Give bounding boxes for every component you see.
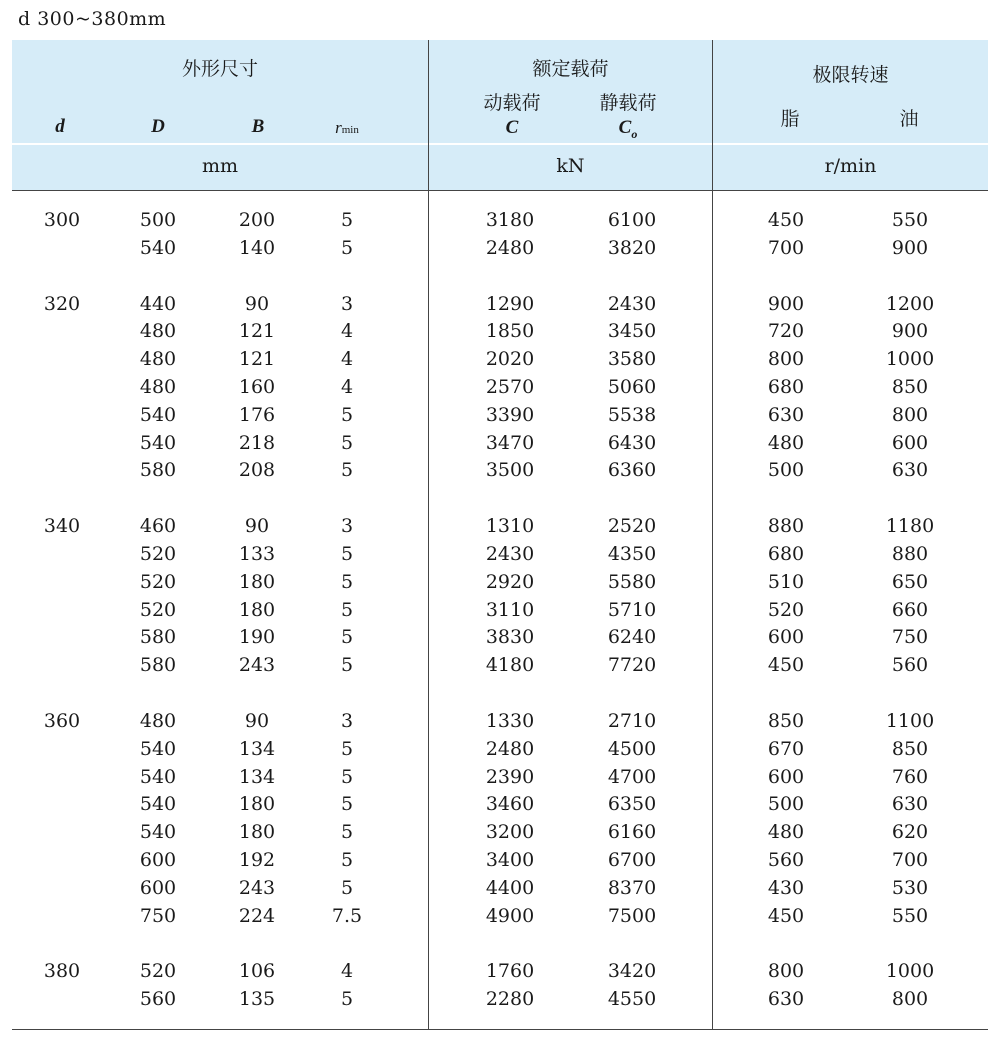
- cell-col-B: 160: [238, 376, 276, 398]
- cell-col-D: 540: [139, 403, 177, 426]
- cell-col-rmin: 3: [340, 515, 354, 538]
- header-limit-speed: 极限转速: [812, 64, 889, 86]
- cell-col-grease: 520: [767, 598, 805, 621]
- cell-col-oil: 880: [891, 543, 929, 565]
- header-col-r-symbol: r: [335, 118, 342, 137]
- cell-col-dynamic-load: 1850: [485, 320, 535, 343]
- cell-col-static-load: 7720: [607, 654, 657, 677]
- cell-col-grease: 500: [767, 793, 805, 816]
- cell-col-grease: 500: [767, 459, 805, 482]
- cell-col-dynamic-load: 3460: [485, 793, 535, 816]
- cell-col-rmin: 4: [340, 960, 354, 983]
- cell-col-rmin: 5: [340, 821, 354, 844]
- cell-col-D: 480: [139, 320, 177, 343]
- cell-col-B: 134: [238, 765, 276, 788]
- cell-col-grease: 880: [767, 515, 805, 538]
- cell-col-rmin: 5: [340, 543, 354, 565]
- cell-col-B: 218: [238, 431, 276, 454]
- group-d-value: 360: [43, 710, 81, 732]
- cell-col-dynamic-load: 2920: [485, 570, 535, 593]
- header-col-static-symbol: [608, 117, 648, 145]
- cell-col-D: 520: [139, 570, 177, 593]
- cell-col-static-load: 2520: [607, 515, 657, 538]
- cell-col-B: 208: [238, 459, 276, 482]
- cell-col-D: 540: [139, 765, 177, 788]
- cell-col-oil: 750: [891, 626, 929, 649]
- cell-col-static-load: 3820: [607, 236, 657, 259]
- cell-col-D: 750: [139, 904, 177, 927]
- cell-col-D: 500: [139, 209, 177, 231]
- cell-col-rmin: 4: [340, 376, 354, 398]
- cell-col-oil: 800: [891, 403, 929, 426]
- unit-rpm: r/min: [824, 155, 877, 177]
- cell-col-D: 540: [139, 821, 177, 844]
- cell-col-B: 180: [238, 793, 276, 816]
- cell-col-grease: 680: [767, 543, 805, 565]
- cell-col-B: 200: [238, 209, 276, 231]
- cell-col-grease: 850: [767, 710, 805, 732]
- header-bottom-rule: [12, 190, 988, 191]
- cell-col-dynamic-load: 4900: [485, 904, 535, 927]
- group-d-value: 380: [43, 960, 81, 983]
- cell-col-static-load: 4350: [607, 543, 657, 565]
- cell-col-static-load: 4550: [607, 988, 657, 1011]
- cell-col-grease: 720: [767, 320, 805, 343]
- cell-col-B: 121: [238, 320, 276, 343]
- cell-col-static-load: 5710: [607, 598, 657, 621]
- cell-col-oil: 700: [891, 849, 929, 871]
- cell-col-D: 520: [139, 960, 177, 983]
- header-col-grease: 脂: [780, 108, 800, 130]
- cell-col-oil: 660: [891, 598, 929, 621]
- cell-col-oil: 850: [891, 376, 929, 398]
- cell-col-grease: 480: [767, 821, 805, 844]
- cell-col-dynamic-load: 1330: [485, 710, 535, 732]
- cell-col-oil: 620: [891, 821, 929, 844]
- cell-col-rmin: 5: [340, 765, 354, 788]
- unit-mm: mm: [201, 155, 239, 177]
- column-divider-speed: [712, 40, 713, 1030]
- cell-col-static-load: 5538: [607, 403, 657, 426]
- cell-col-dynamic-load: 2480: [485, 737, 535, 760]
- cell-col-dynamic-load: 3200: [485, 821, 535, 844]
- cell-col-rmin: 5: [340, 598, 354, 621]
- cell-col-static-load: 6350: [607, 793, 657, 816]
- cell-col-oil: 800: [891, 988, 929, 1011]
- cell-col-oil: 560: [891, 654, 929, 677]
- cell-col-dynamic-load: 3470: [485, 431, 535, 454]
- cell-col-grease: 800: [767, 960, 805, 983]
- cell-col-D: 580: [139, 459, 177, 482]
- cell-col-rmin: 5: [340, 849, 354, 871]
- cell-col-oil: 900: [891, 320, 929, 343]
- header-col-d: d: [55, 116, 65, 137]
- cell-col-rmin: 7.5: [331, 904, 363, 927]
- cell-col-dynamic-load: 3390: [485, 403, 535, 426]
- cell-col-static-load: 3580: [607, 348, 657, 371]
- cell-col-B: 140: [238, 236, 276, 259]
- cell-col-B: 180: [238, 598, 276, 621]
- group-d-value: 320: [43, 292, 81, 315]
- cell-col-B: 243: [238, 876, 276, 899]
- cell-col-dynamic-load: 2020: [485, 348, 535, 371]
- cell-col-rmin: 5: [340, 793, 354, 816]
- cell-col-oil: 650: [891, 570, 929, 593]
- cell-col-D: 560: [139, 988, 177, 1011]
- cell-col-B: 192: [238, 849, 276, 871]
- cell-col-static-load: 6360: [607, 459, 657, 482]
- cell-col-grease: 700: [767, 236, 805, 259]
- cell-col-static-load: 4700: [607, 765, 657, 788]
- cell-col-D: 540: [139, 236, 177, 259]
- cell-col-B: 90: [244, 515, 270, 538]
- cell-col-static-load: 6100: [607, 209, 657, 231]
- cell-col-dynamic-load: 3180: [485, 209, 535, 231]
- cell-col-D: 480: [139, 710, 177, 732]
- cell-col-B: 135: [238, 988, 276, 1011]
- cell-col-static-load: 3420: [607, 960, 657, 983]
- cell-col-oil: 760: [891, 765, 929, 788]
- cell-col-rmin: 5: [340, 209, 354, 231]
- cell-col-grease: 510: [767, 570, 805, 593]
- header-separator: [12, 143, 988, 145]
- cell-col-oil: 550: [891, 209, 929, 231]
- cell-col-oil: 1180: [885, 515, 935, 538]
- unit-kn: kN: [556, 155, 585, 177]
- header-col-dynamic-load: 动载荷: [483, 92, 541, 114]
- cell-col-static-load: 7500: [607, 904, 657, 927]
- cell-col-dynamic-load: 3830: [485, 626, 535, 649]
- cell-col-D: 540: [139, 793, 177, 816]
- cell-col-rmin: 5: [340, 459, 354, 482]
- cell-col-oil: 1000: [885, 348, 935, 371]
- cell-col-rmin: 4: [340, 348, 354, 371]
- cell-col-oil: 630: [891, 459, 929, 482]
- cell-col-static-load: 8370: [607, 876, 657, 899]
- cell-col-static-load: 6700: [607, 849, 657, 871]
- cell-col-dynamic-load: 2390: [485, 765, 535, 788]
- cell-col-rmin: 5: [340, 737, 354, 760]
- cell-col-oil: 530: [891, 876, 929, 899]
- cell-col-dynamic-load: 3110: [485, 598, 535, 621]
- cell-col-rmin: 5: [340, 236, 354, 259]
- header-col-B: B: [251, 116, 265, 137]
- cell-col-rmin: 5: [340, 654, 354, 677]
- cell-col-dynamic-load: 3500: [485, 459, 535, 482]
- cell-col-dynamic-load: 4180: [485, 654, 535, 677]
- cell-col-D: 520: [139, 598, 177, 621]
- cell-col-rmin: 3: [340, 292, 354, 315]
- cell-col-rmin: 5: [340, 570, 354, 593]
- cell-col-rmin: 5: [340, 626, 354, 649]
- cell-col-rmin: 3: [340, 710, 354, 732]
- header-col-static-C: C: [618, 117, 632, 138]
- cell-col-grease: 600: [767, 626, 805, 649]
- cell-col-grease: 560: [767, 849, 805, 871]
- cell-col-static-load: 6160: [607, 821, 657, 844]
- header-col-static-subscript: o: [631, 126, 638, 141]
- cell-col-static-load: 4500: [607, 737, 657, 760]
- cell-col-static-load: 2430: [607, 292, 657, 315]
- cell-col-D: 480: [139, 348, 177, 371]
- cell-col-D: 520: [139, 543, 177, 565]
- cell-col-rmin: 4: [340, 320, 354, 343]
- cell-col-static-load: 6430: [607, 431, 657, 454]
- cell-col-dynamic-load: 3400: [485, 849, 535, 871]
- cell-col-dynamic-load: 2480: [485, 236, 535, 259]
- table-caption: d 300~380mm: [18, 8, 167, 30]
- cell-col-oil: 1000: [885, 960, 935, 983]
- cell-col-B: 224: [238, 904, 276, 927]
- cell-col-oil: 1200: [885, 292, 935, 315]
- header-col-static-load: 静载荷: [599, 92, 657, 114]
- cell-col-grease: 900: [767, 292, 805, 315]
- cell-col-grease: 680: [767, 376, 805, 398]
- cell-col-D: 460: [139, 515, 177, 538]
- cell-col-static-load: 3450: [607, 320, 657, 343]
- cell-col-oil: 600: [891, 431, 929, 454]
- group-d-value: 340: [43, 515, 81, 538]
- cell-col-B: 133: [238, 543, 276, 565]
- cell-col-B: 180: [238, 570, 276, 593]
- group-d-value: 300: [43, 209, 81, 231]
- cell-col-grease: 430: [767, 876, 805, 899]
- cell-col-oil: 850: [891, 737, 929, 760]
- cell-col-dynamic-load: 1310: [485, 515, 535, 538]
- cell-col-static-load: 2710: [607, 710, 657, 732]
- column-divider-load: [428, 40, 429, 1030]
- cell-col-grease: 630: [767, 988, 805, 1011]
- cell-col-dynamic-load: 2280: [485, 988, 535, 1011]
- cell-col-B: 176: [238, 403, 276, 426]
- cell-col-grease: 450: [767, 209, 805, 231]
- cell-col-D: 600: [139, 849, 177, 871]
- cell-col-grease: 600: [767, 765, 805, 788]
- cell-col-rmin: 5: [340, 403, 354, 426]
- cell-col-oil: 550: [891, 904, 929, 927]
- cell-col-B: 243: [238, 654, 276, 677]
- cell-col-rmin: 5: [340, 876, 354, 899]
- header-col-rmin: [322, 117, 372, 141]
- header-col-oil: 油: [899, 108, 919, 130]
- cell-col-grease: 450: [767, 904, 805, 927]
- header-rated-load: 额定载荷: [532, 58, 609, 80]
- cell-col-D: 540: [139, 737, 177, 760]
- cell-col-D: 480: [139, 376, 177, 398]
- cell-col-grease: 630: [767, 403, 805, 426]
- header-col-r-subscript: min: [341, 124, 359, 136]
- cell-col-B: 90: [244, 710, 270, 732]
- cell-col-dynamic-load: 2570: [485, 376, 535, 398]
- header-col-dynamic-symbol: C: [505, 117, 519, 138]
- cell-col-oil: 630: [891, 793, 929, 816]
- cell-col-D: 580: [139, 654, 177, 677]
- cell-col-D: 440: [139, 292, 177, 315]
- cell-col-B: 190: [238, 626, 276, 649]
- cell-col-static-load: 5060: [607, 376, 657, 398]
- cell-col-B: 134: [238, 737, 276, 760]
- cell-col-dynamic-load: 1290: [485, 292, 535, 315]
- header-col-D: D: [151, 116, 165, 137]
- table-bottom-rule: [12, 1029, 988, 1030]
- cell-col-grease: 480: [767, 431, 805, 454]
- cell-col-B: 106: [238, 960, 276, 983]
- cell-col-oil: 900: [891, 236, 929, 259]
- cell-col-dynamic-load: 1760: [485, 960, 535, 983]
- header-dimensions: 外形尺寸: [181, 58, 258, 80]
- cell-col-rmin: 5: [340, 988, 354, 1011]
- cell-col-B: 180: [238, 821, 276, 844]
- cell-col-grease: 670: [767, 737, 805, 760]
- cell-col-oil: 1100: [885, 710, 935, 732]
- cell-col-static-load: 6240: [607, 626, 657, 649]
- cell-col-B: 90: [244, 292, 270, 315]
- cell-col-dynamic-load: 4400: [485, 876, 535, 899]
- cell-col-grease: 800: [767, 348, 805, 371]
- cell-col-D: 600: [139, 876, 177, 899]
- cell-col-D: 580: [139, 626, 177, 649]
- cell-col-B: 121: [238, 348, 276, 371]
- cell-col-dynamic-load: 2430: [485, 543, 535, 565]
- cell-col-D: 540: [139, 431, 177, 454]
- cell-col-static-load: 5580: [607, 570, 657, 593]
- cell-col-rmin: 5: [340, 431, 354, 454]
- cell-col-grease: 450: [767, 654, 805, 677]
